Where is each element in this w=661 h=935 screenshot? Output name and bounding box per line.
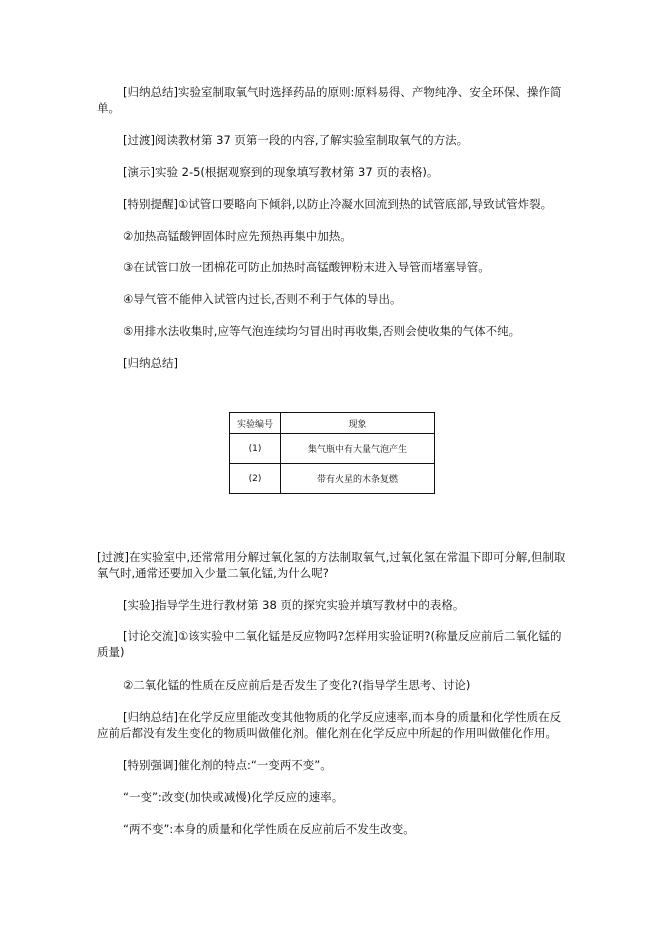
paragraph: [实验]指导学生进行教材第 38 页的探究实验并填写教材中的表格。 — [123, 598, 465, 612]
paragraph: “一变”:改变(加快或减慢)化学反应的速率。 — [123, 790, 344, 804]
table-cell: (1) — [230, 434, 281, 464]
paragraph: [归纳总结] — [123, 356, 178, 370]
table-header: 现象 — [281, 413, 435, 434]
paragraph: [过渡]阅读教材第 37 页第一段的内容,了解实验室制取氧气的方法。 — [123, 133, 469, 147]
paragraph: [归纳总结]实验室制取氧气时选择药品的原则:原料易得、产物纯净、安全环保、操作简单。 — [97, 85, 562, 115]
table-cell: 带有火星的木条复燃 — [281, 464, 435, 494]
table-cell: (2) — [230, 464, 281, 494]
experiment-table — [229, 412, 435, 494]
paragraph: [讨论交流]①该实验中二氧化锰是反应物吗?怎样用实验证明?(称量反应前后二氧化锰的质量) — [97, 629, 562, 659]
paragraph: [特别提醒]①试管口要略向下倾斜,以防止冷凝水回流到热的试管底部,导致试管炸裂。 — [123, 197, 553, 211]
table-row — [230, 464, 435, 494]
table-header-row — [230, 413, 435, 434]
paragraph: ②加热高锰酸钾固体时应先预热再集中加热。 — [123, 229, 352, 243]
table-cell: 集气瓶中有大量气泡产生 — [281, 434, 435, 464]
paragraph: ③在试管口放一团棉花可防止加热时高锰酸钾粉末进入导管而堵塞导管。 — [123, 260, 490, 274]
paragraph: [演示]实验 2-5(根据观察到的现象填写教材第 37 页的表格)。 — [123, 165, 439, 179]
paragraph: ②二氧化锰的性质在反应前后是否发生了变化?(指导学生思考、讨论) — [123, 678, 471, 692]
paragraph: “两不变”:本身的质量和化学性质在反应前后不发生改变。 — [123, 822, 415, 836]
table-header: 实验编号 — [230, 413, 281, 434]
paragraph: [特别强调]催化剂的特点:“一变两不变”。 — [123, 758, 332, 772]
paragraph: [过渡]在实验室中,还常常用分解过氧化氢的方法制取氧气,过氧化氢在常温下即可分解,但制取氧气时,通常还要加入少量二氧化锰,为什么呢? — [97, 550, 566, 580]
table-row — [230, 434, 435, 464]
paragraph: ⑤用排水法收集时,应等气泡连续均匀冒出时再收集,否则会使收集的气体不纯。 — [123, 324, 521, 338]
paragraph: ④导气管不能伸入试管内过长,否则不利于气体的导出。 — [123, 292, 402, 306]
paragraph: [归纳总结]在化学反应里能改变其他物质的化学反应速率,而本身的质量和化学性质在反应前后都没有发生变化的物质叫做催化剂。催化剂在化学反应中所起的作用叫做催化作用。 — [97, 710, 562, 740]
